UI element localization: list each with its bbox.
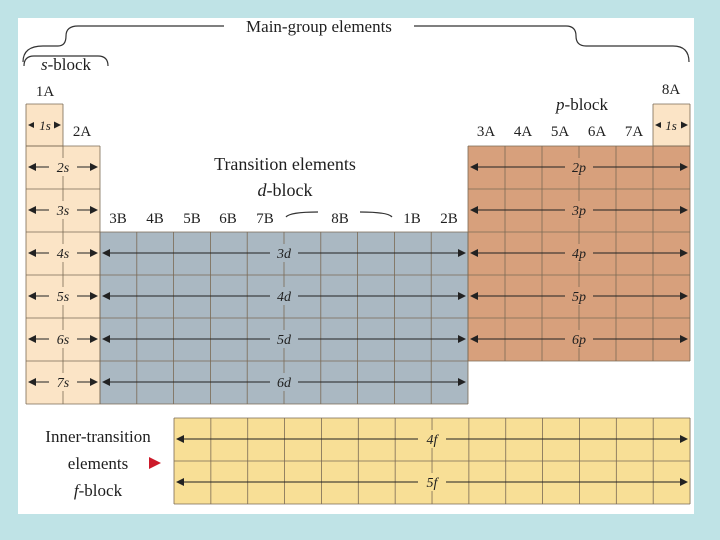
f-block-label: f-block: [73, 481, 123, 500]
slide-canvas: [18, 18, 694, 514]
orbital-label-7s: 7s: [56, 376, 70, 391]
group-label-1A: 1A: [35, 84, 55, 100]
group-label-7B: 7B: [256, 211, 274, 227]
group-8B-bracket-left: [286, 212, 318, 217]
inner-transition-pointer-icon: [149, 457, 161, 469]
group-label-4A: 4A: [513, 124, 533, 140]
group-label-1B: 1B: [403, 211, 421, 227]
main-group-brace-left-line: [66, 26, 224, 36]
orbital-label-6p: 6p: [572, 333, 586, 348]
orbital-label-5f: 5f: [426, 476, 438, 491]
orbital-label-2s: 2s: [56, 161, 70, 176]
orbital-label-6s: 6s: [56, 333, 70, 348]
main-group-label: Main-group elements: [246, 18, 392, 36]
orbital-label-1s-he: 1s: [665, 118, 677, 133]
group-label-8B: 8B: [331, 211, 349, 227]
orbital-label-5s: 5s: [56, 290, 70, 305]
orbital-label-4p: 4p: [572, 247, 586, 262]
group-label-2A: 2A: [72, 124, 92, 140]
p-block-label: p-block: [556, 95, 608, 114]
s-block-label: s-block: [40, 55, 92, 74]
group-label-3B: 3B: [109, 211, 127, 227]
group-label-5A: 5A: [550, 124, 570, 140]
orbital-label-1s: 1s: [39, 118, 51, 133]
group-label-6A: 6A: [587, 124, 607, 140]
group-label-5B: 5B: [183, 211, 201, 227]
orbital-label-3d: 3d: [277, 247, 291, 262]
orbital-label-4d: 4d: [277, 290, 291, 305]
orbital-label-3p: 3p: [572, 204, 586, 219]
group-label-3A: 3A: [476, 124, 496, 140]
group-label-7A: 7A: [624, 124, 644, 140]
group-label-8A: 8A: [661, 82, 681, 98]
inner-transition-elements-label: elements: [67, 454, 129, 473]
main-group-brace-right-line: [414, 26, 576, 36]
orbital-label-5d: 5d: [277, 333, 291, 348]
orbital-label-2p: 2p: [572, 161, 586, 176]
periodic-block-diagram: [18, 18, 694, 514]
group-label-6B: 6B: [219, 211, 237, 227]
group-label-4B: 4B: [146, 211, 164, 227]
orbital-label-3s: 3s: [56, 204, 70, 219]
d-block-label: d-block: [257, 180, 313, 200]
orbital-label-6d: 6d: [277, 376, 291, 391]
orbital-label-4s: 4s: [56, 247, 70, 262]
group-8B-bracket-right: [360, 212, 392, 217]
main-group-brace-right: [576, 36, 689, 62]
transition-elements-label: Transition elements: [214, 154, 356, 174]
group-label-2B: 2B: [440, 211, 458, 227]
inner-transition-label: Inner-transition: [45, 427, 151, 446]
orbital-label-4f: 4f: [426, 433, 438, 448]
orbital-label-5p: 5p: [572, 290, 586, 305]
